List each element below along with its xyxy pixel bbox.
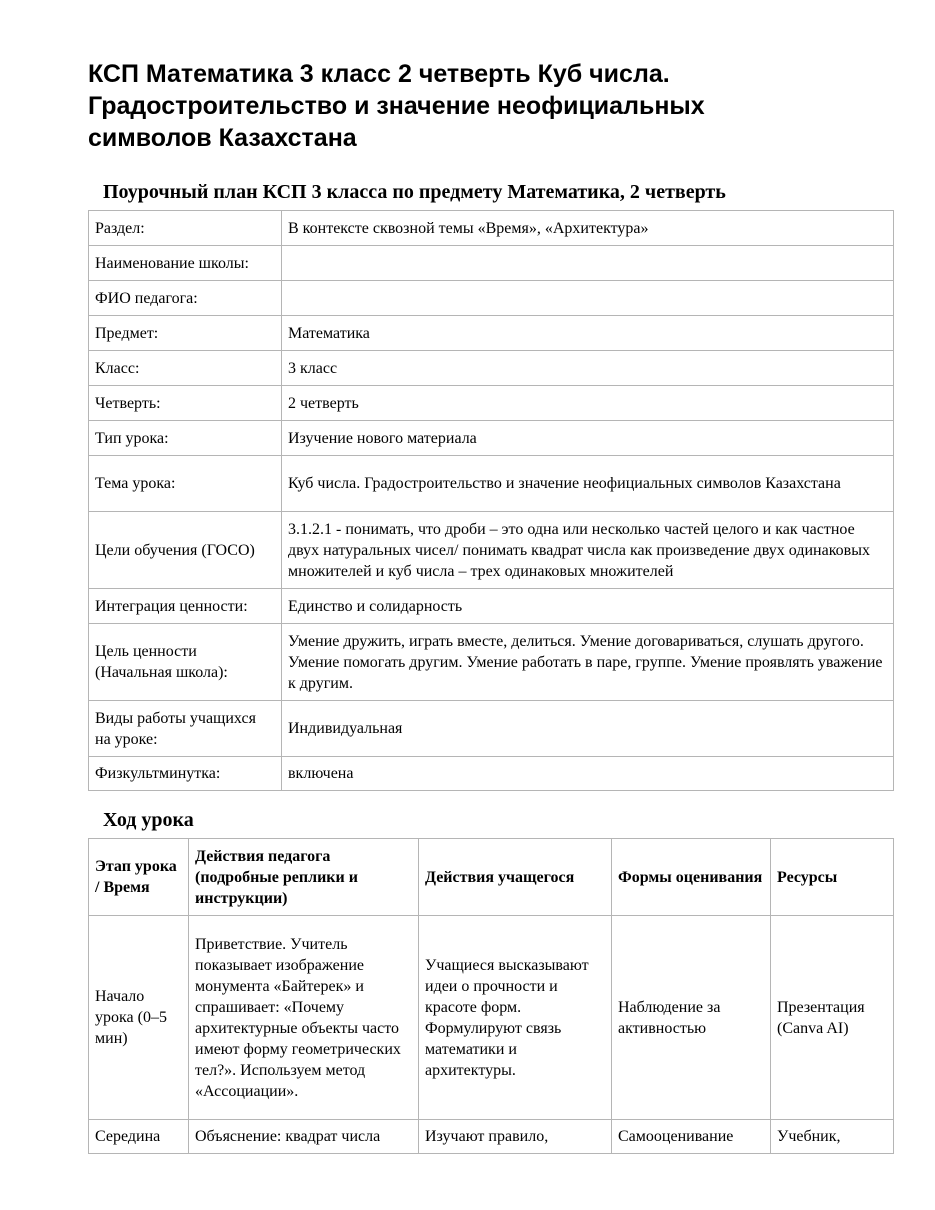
info-row-value-goal: [89, 624, 894, 701]
info-label: Виды работы учащихся на уроке:: [89, 701, 282, 757]
info-value: Умение дружить, играть вместе, делиться. Умение договариваться, слушать другого. Умение помогать другим. Умение работать в паре, группе. Умение проявлять уважение к другим.: [282, 624, 894, 701]
document-title: [88, 58, 888, 154]
info-row-topic: [89, 456, 894, 512]
info-label: Физкультминутка:: [89, 757, 282, 791]
lesson-cell-resources: Учебник,: [771, 1120, 894, 1154]
lesson-cell-student: Учащиеся высказывают идеи о прочности и красоте форм. Формулируют связь математики и архитектуры.: [419, 916, 612, 1120]
title-line-3: символов Казахстана: [88, 124, 357, 152]
info-value: 2 четверть: [282, 386, 894, 421]
info-value: Единство и солидарность: [282, 589, 894, 624]
lesson-cell-assessment: Наблюдение за активностью: [612, 916, 771, 1120]
info-row-quarter: [89, 386, 894, 421]
header-resources: Ресурсы: [771, 839, 894, 916]
info-label: Предмет:: [89, 316, 282, 351]
header-student-actions: Действия учащегося: [419, 839, 612, 916]
info-value: 3 класс: [282, 351, 894, 386]
info-row-subject: [89, 316, 894, 351]
info-row-teacher: [89, 281, 894, 316]
info-label: Цели обучения (ГОСО): [89, 512, 282, 589]
info-label: Тема урока:: [89, 456, 282, 512]
header-assessment: Формы оценивания: [612, 839, 771, 916]
info-value: Математика: [282, 316, 894, 351]
info-label: Четверть:: [89, 386, 282, 421]
lesson-cell-resources: Презентация (Canva AI): [771, 916, 894, 1120]
info-value: В контексте сквозной темы «Время», «Архитектура»: [282, 211, 894, 246]
info-value: [282, 246, 894, 281]
info-label: Интеграция ценности:: [89, 589, 282, 624]
header-stage: Этап урока / Время: [89, 839, 189, 916]
lesson-heading: Ход урока: [103, 809, 194, 831]
info-row-grade: [89, 351, 894, 386]
info-row-objectives: [89, 512, 894, 589]
info-row-lesson-type: [89, 421, 894, 456]
info-value: Куб числа. Градостроительство и значение неофициальных символов Казахстана: [282, 456, 894, 512]
info-label: Тип урока:: [89, 421, 282, 456]
lesson-info-table: [88, 210, 894, 791]
info-row-school: [89, 246, 894, 281]
info-row-physical-break: [89, 757, 894, 791]
info-value: Индивидуальная: [282, 701, 894, 757]
info-row-value-integration: [89, 589, 894, 624]
info-label: Раздел:: [89, 211, 282, 246]
lesson-cell-assessment: Самооценивание: [612, 1120, 771, 1154]
lesson-cell-teacher: Объяснение: квадрат числа: [189, 1120, 419, 1154]
info-label: ФИО педагога:: [89, 281, 282, 316]
lesson-flow-table: [88, 838, 894, 1154]
lesson-cell-student: Изучают правило,: [419, 1120, 612, 1154]
lesson-header-row: [89, 839, 894, 916]
title-line-1: КСП Математика 3 класс 2 четверть Куб числа.: [88, 60, 670, 88]
info-row-work-types: [89, 701, 894, 757]
info-value: 3.1.2.1 - понимать, что дроби – это одна или несколько частей целого и как частное двух натуральных чисел/ понимать квадрат числа как произведение двух одинаковых множителей и куб числа – трех одинаковых множителей: [282, 512, 894, 589]
table-row: [89, 916, 894, 1120]
info-label: Класс:: [89, 351, 282, 386]
header-teacher-actions: Действия педагога (подробные реплики и инструкции): [189, 839, 419, 916]
info-value: включена: [282, 757, 894, 791]
info-label: Наименование школы:: [89, 246, 282, 281]
table-row: [89, 1120, 894, 1154]
lesson-cell-stage: Начало урока (0–5 мин): [89, 916, 189, 1120]
plan-heading: Поурочный план КСП 3 класса по предмету Математика, 2 четверть: [103, 181, 726, 203]
info-value: Изучение нового материала: [282, 421, 894, 456]
info-row-section: [89, 211, 894, 246]
title-line-2: Градостроительство и значение неофициальных: [88, 92, 705, 120]
lesson-cell-teacher: Приветствие. Учитель показывает изображение монумента «Байтерек» и спрашивает: «Почему архитектурные объекты часто имеют форму геометрических тел?». Используем метод «Ассоциации».: [189, 916, 419, 1120]
info-label: Цель ценности (Начальная школа):: [89, 624, 282, 701]
info-value: [282, 281, 894, 316]
lesson-cell-stage: Середина: [89, 1120, 189, 1154]
